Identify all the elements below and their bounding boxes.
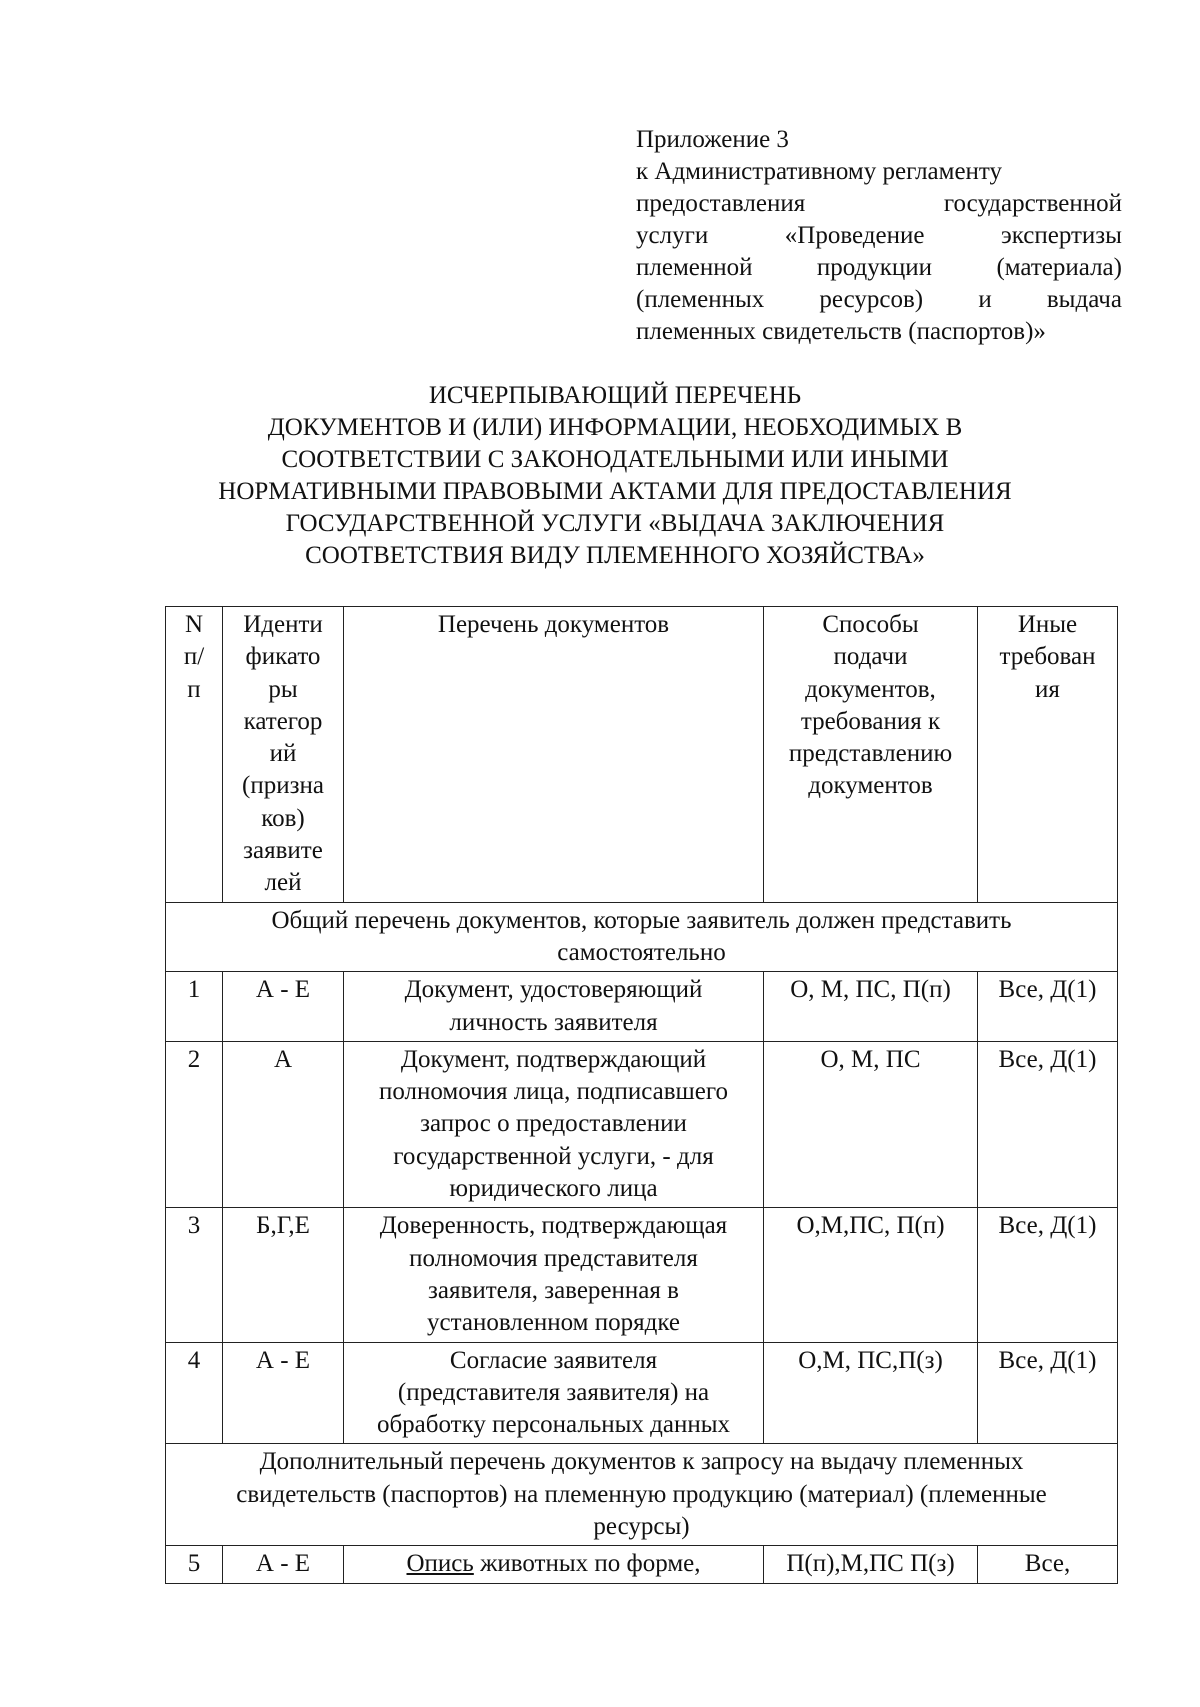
cell-method: О,М, ПС,П(з) — [764, 1342, 978, 1444]
appendix-line: к Административному регламенту — [636, 158, 1003, 185]
cell-document: Доверенность, подтверждающая полномочия представителя заявителя, заверенная в установленном порядке — [344, 1208, 764, 1342]
cell-number: 5 — [166, 1546, 223, 1583]
cell-document: Опись животных по форме, — [344, 1546, 764, 1583]
appendix-line: племенных свидетельств (паспортов)» — [636, 318, 1046, 345]
cell-method: О, М, ПС — [764, 1041, 978, 1207]
cell-identifier: Б,Г,Е — [223, 1208, 344, 1342]
section-label: Дополнительный перечень документов к запросу на выдачу племенных свидетельств (паспортов) на племенную продукцию (материал) (племенные ресурсы) — [166, 1444, 1118, 1546]
title-line: НОРМАТИВНЫМИ ПРАВОВЫМИ АКТАМИ ДЛЯ ПРЕДОСТАВЛЕНИЯ — [218, 478, 1012, 505]
cell-method: П(п),М,ПС П(з) — [764, 1546, 978, 1583]
appendix-line: предоставления государственной — [636, 190, 1122, 217]
header-methods: Способы подачи документов, требования к представлению документов — [764, 607, 978, 903]
header-other-requirements: Иные требован ия — [978, 607, 1118, 903]
cell-identifier: А - Е — [223, 1342, 344, 1444]
inventory-link[interactable]: Опись — [406, 1550, 474, 1578]
cell-document: Документ, подтверждающий полномочия лица, подписавшего запрос о предоставлении государственной услуги, - для юридического лица — [344, 1041, 764, 1207]
header-number: N п/ п — [166, 607, 223, 903]
title-line: СООТВЕТСТВИИ С ЗАКОНОДАТЕЛЬНЫМИ ИЛИ ИНЫМИ — [281, 446, 949, 473]
section-row-general — [166, 902, 1118, 972]
title-line: ДОКУМЕНТОВ И (ИЛИ) ИНФОРМАЦИИ, НЕОБХОДИМЫХ В — [267, 414, 963, 441]
table-row — [166, 1041, 1118, 1207]
table-row — [166, 972, 1118, 1042]
cell-identifier: А - Е — [223, 1546, 344, 1583]
cell-other: Все, Д(1) — [978, 1041, 1118, 1207]
title-line: ИСЧЕРПЫВАЮЩИЙ ПЕРЕЧЕНЬ — [428, 382, 802, 409]
cell-method: О,М,ПС, П(п) — [764, 1208, 978, 1342]
cell-identifier: А — [223, 1041, 344, 1207]
documents-table — [165, 606, 1118, 1584]
appendix-line: услуги «Проведение экспертизы — [636, 222, 1122, 249]
section-label: Общий перечень документов, которые заявитель должен представить самостоятельно — [166, 902, 1118, 972]
section-row-additional — [166, 1444, 1118, 1546]
appendix-header — [636, 124, 1122, 348]
cell-method: О, М, ПС, П(п) — [764, 972, 978, 1042]
title-line: СООТВЕТСТВИЯ ВИДУ ПЛЕМЕННОГО ХОЗЯЙСТВА» — [305, 542, 925, 569]
table-row — [166, 1208, 1118, 1342]
cell-other: Все, Д(1) — [978, 1342, 1118, 1444]
cell-identifier: А - Е — [223, 972, 344, 1042]
cell-number: 4 — [166, 1342, 223, 1444]
table-header-row — [166, 607, 1118, 903]
cell-other: Все, Д(1) — [978, 1208, 1118, 1342]
cell-number: 3 — [166, 1208, 223, 1342]
cell-number: 1 — [166, 972, 223, 1042]
appendix-line: (племенных ресурсов) и выдача — [636, 286, 1122, 313]
cell-document: Согласие заявителя (представителя заявителя) на обработку персональных данных — [344, 1342, 764, 1444]
title-line: ГОСУДАРСТВЕННОЙ УСЛУГИ «ВЫДАЧА ЗАКЛЮЧЕНИЯ — [285, 510, 945, 537]
document-title — [150, 380, 1080, 572]
table-row — [166, 1342, 1118, 1444]
appendix-line: племенной продукции (материала) — [636, 254, 1122, 281]
header-documents: Перечень документов — [344, 607, 764, 903]
cell-other: Все, Д(1) — [978, 972, 1118, 1042]
header-identifiers: Иденти фикато ры категор ий (призна ков) заявите лей — [223, 607, 344, 903]
cell-other: Все, — [978, 1546, 1118, 1583]
cell-number: 2 — [166, 1041, 223, 1207]
table-row — [166, 1546, 1118, 1583]
cell-document: Документ, удостоверяющий личность заявителя — [344, 972, 764, 1042]
appendix-line: Приложение 3 — [636, 126, 789, 153]
